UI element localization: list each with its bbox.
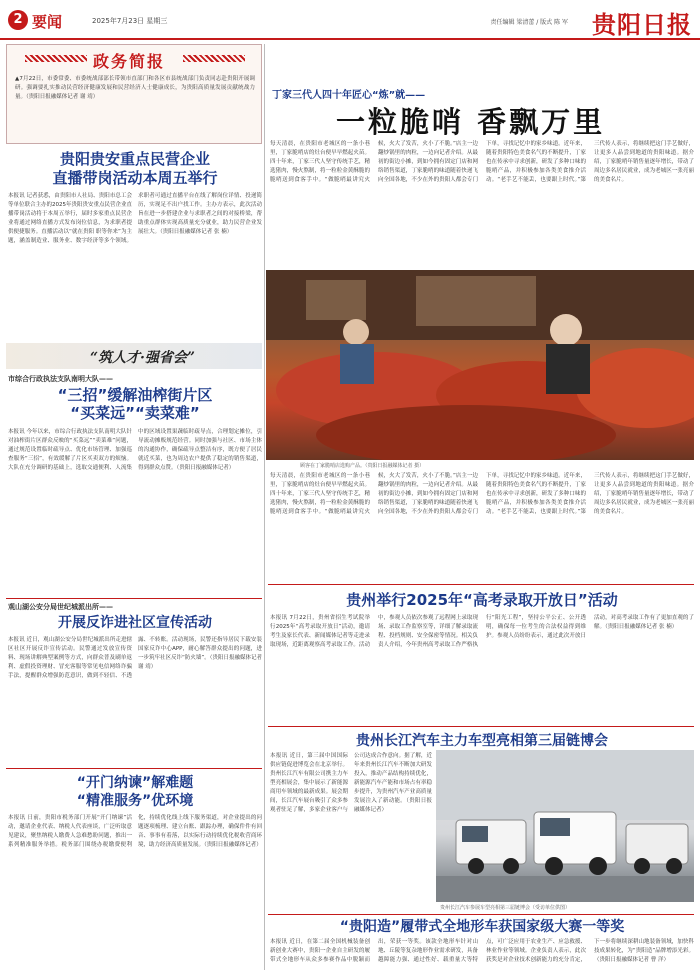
live-headline: [10, 150, 260, 188]
tax-article-body: 本报讯 日前，贵阳市税务部门开展“开门纳谏”活动，邀请企业代表、纳税人代表座谈，广泛听取意见建议，聚焦纳税人缴费人急难愁盼问题，推出一系列精准服务举措。税务部门围绕办税缴费便利化，持续优化线上线下服务渠道，对企业提出的问题逐项梳理、建立台账、跟踪办理，确保件件有回音、事事有着落，以实际行动持续优化税收营商环境，助力经济高质量发展。（贵阳日报融媒体记者）: [8, 815, 262, 848]
auto-article-body: 本报讯 近日，第三届中国国际供应链促进博览会在北京举行。贵州长江汽车有限公司携主力车型亮相展会，集中展示了新能源商用车领域的最新成果。展会期间，长江汽车展台吸引了众多参观者驻足了解，多家企业客户与公司达成合作意向。据了解，近年来贵州长江汽车不断加大研发投入，推动产品结构持续优化，新能源汽车产能和市场占有率稳步提升，为贵州汽车产业高质量发展注入了新动能。（贵阳日报融媒体记者）: [270, 753, 432, 813]
market-article-body: 本报讯 今年以来，市综合行政执法支队南明大队针对油榨街片区群众反映的“买菜远”“卖菜难”问题，通过规范设置临时疏导点、优化市场管理、加强巡查服务“三招”，有效缓解了片区买卖双方的烦恼。大队在充分调研的基础上，选取交通便利、人流集中的区域设置果蔬临时疏导点，合理划定摊位，引导流动摊贩规范经营。同时加强与社区、市场主体的沟通协作，确保疏导点整洁有序，既方便了居民就近买菜，也为周边农户提供了稳定的销售渠道，得到群众点赞。（贵阳日报融媒体记者）: [8, 429, 262, 471]
divider: [268, 584, 694, 585]
live-article-body: 本报讯 记者获悉，由贵阳市人社局、贵阳市总工会等单位联合主办的2025年贵阳贵安重点民营企业直播带岗活动将于本周五举行，届时多家重点民营企业将通过网络直播方式发布岗位信息，为求职者提供便捷服务。直播活动以“就在贵阳 职等你来”为主题，涵盖制造业、服务业、数字经济等多个领域。求职者可通过直播平台在线了解岗位详情、投递简历，实现足不出户找工作。主办方表示，此次活动旨在进一步搭建企业与求职者之间的对接桥梁，帮助重点群体实现高质量充分就业，助力民营企业发展壮大。（贵阳日报融媒体记者 张 楠）: [8, 193, 262, 244]
vehicle-photo-caption: 贵州长江汽车参展车型亮相第三届链博会（受访单位供图）: [440, 905, 571, 911]
newspaper-masthead: 贵阳日报: [592, 10, 692, 39]
vehicle-illustration: [436, 750, 694, 902]
market-headline: [10, 386, 260, 422]
brief-text: ▲7月22日，市委常委、市委统战部部长带领市直部门和各区市县统战部门负责同志赴贵阳开展调研。强调要扎实推动民营经济健康发展和民营经济人士健康成长，为贵阳高质量发展贡献统战力量。（贵阳日报融媒体记者 谢 靖）: [15, 76, 255, 100]
editor-credits: 责任编辑 梁清蕾 / 版式 陈 军: [490, 19, 568, 26]
lecture-kicker: 观山湖公安分局世纪城派出所——: [8, 603, 113, 611]
auto-headline: 贵州长江汽车主力车型亮相第三届链博会: [356, 733, 608, 749]
tax-headline-line1: “开门纳谏”解难题: [76, 775, 194, 791]
chili-photo-illustration: [266, 270, 694, 460]
divider: [6, 768, 262, 769]
chili-kicker: 丁家三代人四十年匠心“炼”就——: [272, 90, 426, 101]
divider: [268, 914, 694, 915]
publication-date: 2025年7月23日 星期三: [92, 17, 168, 25]
slogan-text: “筑人才·强省会”: [90, 350, 195, 366]
decorative-stripe: [25, 55, 87, 62]
divider: [268, 726, 694, 727]
slogan-banner: [6, 343, 262, 369]
exam-article-body: 本报讯 7月22日，贵州省招生考试院举行2025年“高考录取开放日”活动，邀请考生及家长代表、新闻媒体记者等走进录取现场，近距离观察高考录取工作。活动中，参观人员依次参观了远程网上录取现场、录取工作监察室等，详细了解录取流程、投档规则、安全保密等情况。相关负责人介绍，今年贵州高考录取工作严格执行“阳光工程”，坚持公平公正、公开透明，确保每一位考生的合法权益得到维护。参观人员纷纷表示，通过此次开放日活动，对高考录取工作有了更加直观的了解。（贵阳日报融媒体记者 张 楠）: [270, 615, 694, 648]
tractor-headline: “贵阳造”履带式全地形车获国家级大赛一等奖: [339, 919, 625, 935]
lecture-article-body: 本报讯 近日，观山湖公安分局世纪城派出所走进辖区社区开展反诈宣传活动。民警通过发放宣传资料、现场讲解典型案例等方式，向群众普及刷单返利、虚假投资理财、冒充客服等常见电信网络诈骗手法，提醒群众增强防范意识，做到不轻信、不透露、不转账。活动现场，民警还指导居民下载安装国家反诈中心APP，耐心解答群众提出的问题，进一步筑牢社区反诈“防火墙”。（贵阳日报融媒体记者 谢 靖）: [8, 637, 262, 679]
column-divider: [264, 44, 265, 970]
live-headline-line1: 贵阳贵安重点民营企业: [59, 150, 210, 168]
chili-article-body-bottom: 每天清晨，在贵阳市老城区的一条小巷里，丁家脆哨店的灶台便早早燃起火苗。四十年来，丁家三代人坚守传统手艺，精选猪肉，慢火熬制，将一粒粒金黄酥脆的脆哨送到食客手中。“做脆哨最讲究火候，火大了发苦，火小了不脆。”店主一边翻炒锅里的肉粒，一边向记者介绍。从最初的街边小摊，到如今拥有固定门店和网络销售渠道，丁家脆哨的味道随着快递飞向全国各地，不少在外的贵阳人都会专门下单，寻找记忆中的家乡味道。近年来，随着贵阳特色美食名气的不断提升，丁家也在传承中寻求创新，研发了多种口味的脆哨产品，并积极参加各类美食推介活动。“老手艺不能丢，也要跟上时代。”第三代传人表示，将继续把这门手艺做好，让更多人品尝到地道的贵阳味道。据介绍，丁家脆哨年销售量逐年增长，带动了周边多名居民就业，成为老城区一张亮丽的美食名片。: [270, 473, 694, 515]
vehicle-photo: [436, 750, 694, 902]
brief-box: [6, 44, 262, 144]
chili-headline: 一粒脆哨 香飘万里: [336, 105, 606, 139]
market-headline-line1: “三招”缓解油榨街片区: [57, 386, 213, 404]
live-headline-line2: 直播带岗活动本周五举行: [52, 169, 218, 187]
page-number: 2: [8, 10, 28, 30]
brief-title: 政务简报: [93, 52, 166, 71]
chili-photo-caption: 顾客在丁家脆哨店选购产品。（贵阳日报融媒体记者 摄）: [300, 463, 425, 469]
exam-headline: 贵州举行2025年“高考录取开放日”活动: [346, 591, 618, 609]
chili-shop-photo: [266, 270, 694, 460]
decorative-stripe: [183, 55, 245, 62]
tax-headline-line2: “精准服务”优环境: [76, 793, 194, 809]
page-header: [0, 0, 700, 40]
market-kicker: 市综合行政执法支队南明大队——: [8, 375, 113, 383]
tractor-article-body: 本报讯 近日，在第二届全国机械装备创新创业大赛中，贵阳一企业自主研发的履带式全地形车从众多参赛作品中脱颖而出，荣获一等奖。该款全地形车针对山地、丘陵等复杂地形作业需求研发，具备越障能力强、通过性好、载重量大等特点，可广泛应用于农业生产、应急救援、林业作业等领域。企业负责人表示，此次获奖是对企业技术创新能力的充分肯定，下一步将继续深耕山地装备领域，加快科技成果转化，为“贵阳造”品牌增添光彩。（贵阳日报融媒体记者 曹 洋）: [270, 939, 694, 963]
tax-headline: [10, 774, 260, 810]
section-title: 要闻: [32, 13, 63, 31]
chili-article-body-top: 每天清晨，在贵阳市老城区的一条小巷里，丁家脆哨店的灶台便早早燃起火苗。四十年来，丁家三代人坚守传统手艺，精选猪肉，慢火熬制，将一粒粒金黄酥脆的脆哨送到食客手中。“做脆哨最讲究火候，火大了发苦，火小了不脆。”店主一边翻炒锅里的肉粒，一边向记者介绍。从最初的街边小摊，到如今拥有固定门店和网络销售渠道，丁家脆哨的味道随着快递飞向全国各地，不少在外的贵阳人都会专门下单，寻找记忆中的家乡味道。近年来，随着贵阳特色美食名气的不断提升，丁家也在传承中寻求创新，研发了多种口味的脆哨产品，并积极参加各类美食推介活动。“老手艺不能丢，也要跟上时代。”第三代传人表示，将继续把这门手艺做好，让更多人品尝到地道的贵阳味道。据介绍，丁家脆哨年销售量逐年增长，带动了周边多名居民就业，成为老城区一张亮丽的美食名片。: [270, 141, 694, 183]
divider: [6, 598, 262, 599]
lecture-headline: 开展反诈进社区宣传活动: [58, 615, 212, 631]
market-headline-line2: “买菜远”“卖菜难”: [70, 404, 200, 422]
